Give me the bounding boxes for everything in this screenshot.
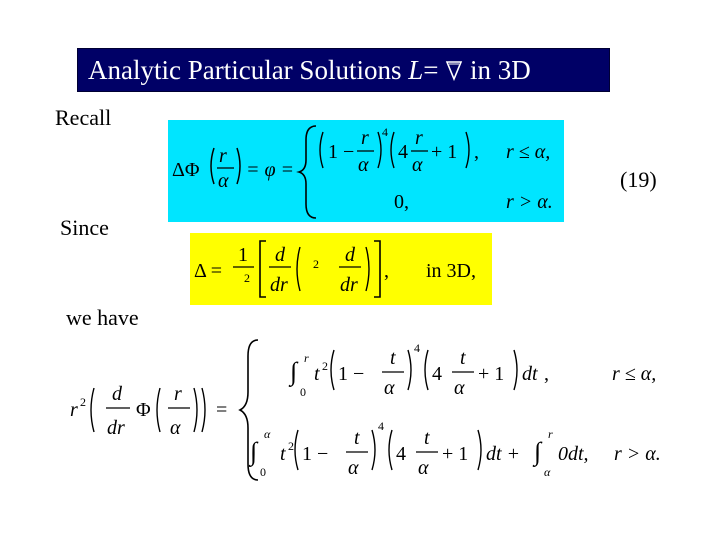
eq3-int2-upper: α (264, 427, 271, 441)
eq1-cond1: r ≤ α, (506, 141, 551, 163)
eq3-equals: = (216, 399, 228, 421)
title-suffix: in 3D (463, 55, 531, 85)
title-var: L (408, 55, 424, 85)
eq3-one-minus1: 1 − (338, 363, 365, 385)
eq1-frac-alpha: α (218, 170, 229, 192)
eq3-plus-one1: + 1 (478, 363, 505, 385)
eq3-t-num2: t (354, 427, 360, 449)
eq3-int3-lower: α (544, 465, 551, 479)
eq3-pow4-2: 4 (378, 419, 384, 433)
eq3-alpha-den1: α (384, 377, 395, 399)
eq1-four: 4 (398, 141, 408, 163)
eq3-int1-lower: 0 (300, 385, 306, 399)
eq3-int2: ∫ (250, 437, 258, 466)
eq3-t2-sq: 2 (288, 439, 294, 453)
eq3-t1: t (314, 363, 320, 385)
equation-number: (19) (620, 167, 657, 192)
eq3-four1: 4 (432, 363, 442, 385)
eq3-alpha-den2b: α (418, 457, 429, 479)
eq3-four2: 4 (396, 443, 406, 465)
eq1-alpha-den: α (358, 154, 369, 176)
recall-label: Recall (55, 105, 112, 130)
eq3-dt-plus: dt + (486, 443, 521, 465)
eq3-pow4-1: 4 (414, 341, 420, 355)
eq3-alpha-den1b: α (454, 377, 465, 399)
eq3-int1-upper: r (304, 351, 309, 365)
eq2-delta: Δ = (194, 260, 223, 282)
eq2-d1: d (275, 244, 285, 266)
eq3-dt1: dt (522, 363, 538, 385)
eq3-alpha-den2: α (348, 457, 359, 479)
eq1-one-minus: 1 − (328, 141, 355, 163)
eq1-alpha-den2: α (412, 154, 423, 176)
since-label: Since (60, 215, 109, 240)
eq3-int3-upper: r (548, 427, 553, 441)
eq3-cond1: r ≤ α, (612, 363, 657, 385)
eq1-eq-phi: = φ = (246, 159, 295, 181)
eq1-frac-r: r (219, 145, 227, 167)
equation-laplacian-3d (190, 233, 492, 305)
eq3-plus-one2: + 1 (442, 443, 469, 465)
eq3-lhs-r: r (174, 383, 182, 405)
eq3-t-num2b: t (424, 427, 430, 449)
equation-integral-result (62, 332, 692, 488)
eq2-comma: , (384, 260, 389, 282)
slide-title (88, 55, 531, 86)
eq3-int2-lower: 0 (260, 465, 266, 479)
eq3-t2: t (280, 443, 286, 465)
eq1-r-num2: r (415, 127, 423, 149)
eq1-plus-one: + 1 (431, 141, 458, 163)
eq3-phi: Φ (136, 399, 151, 421)
eq2-in3d: in 3D, (426, 260, 476, 282)
eq1-delta-phi: ΔΦ (172, 159, 200, 181)
eq3-r: r (70, 399, 78, 421)
eq3-lhs-alpha: α (170, 417, 181, 439)
eq3-comma1: , (544, 363, 549, 385)
eq1-comma: , (474, 141, 479, 163)
eq1-power-four: 4 (382, 125, 388, 139)
eq3-dr: dr (107, 417, 125, 439)
eq3-cond2: r > α. (614, 443, 661, 465)
title-equals: = (423, 55, 446, 85)
eq3-one-minus2: 1 − (302, 443, 329, 465)
eq2-r-sq: 2 (244, 271, 250, 285)
eq3-zero-dt: 0dt, (558, 443, 589, 465)
eq3-d: d (112, 383, 122, 405)
eq3-int3: ∫ (534, 437, 542, 466)
eq2-r2-sq: 2 (313, 257, 319, 271)
equation-phi-definition (168, 120, 564, 222)
eq3-t-num1b: t (460, 347, 466, 369)
eq3-int1: ∫ (290, 357, 298, 386)
eq3-t1-sq: 2 (322, 359, 328, 373)
eq2-d2: d (345, 244, 355, 266)
eq2-one: 1 (238, 244, 248, 266)
eq2-dr2: dr (340, 274, 358, 296)
eq3-t-num1: t (390, 347, 396, 369)
eq1-zero: 0, (394, 191, 409, 213)
title-banner (77, 48, 610, 92)
eq1-cond2: r > α. (506, 191, 553, 213)
laplacian-icon (445, 59, 463, 81)
eq3-r-sq: 2 (80, 395, 86, 409)
title-prefix: Analytic Particular Solutions (88, 55, 409, 85)
eq1-r-num: r (361, 127, 369, 149)
we-have-label: we have (66, 305, 139, 330)
eq2-dr1: dr (270, 274, 288, 296)
